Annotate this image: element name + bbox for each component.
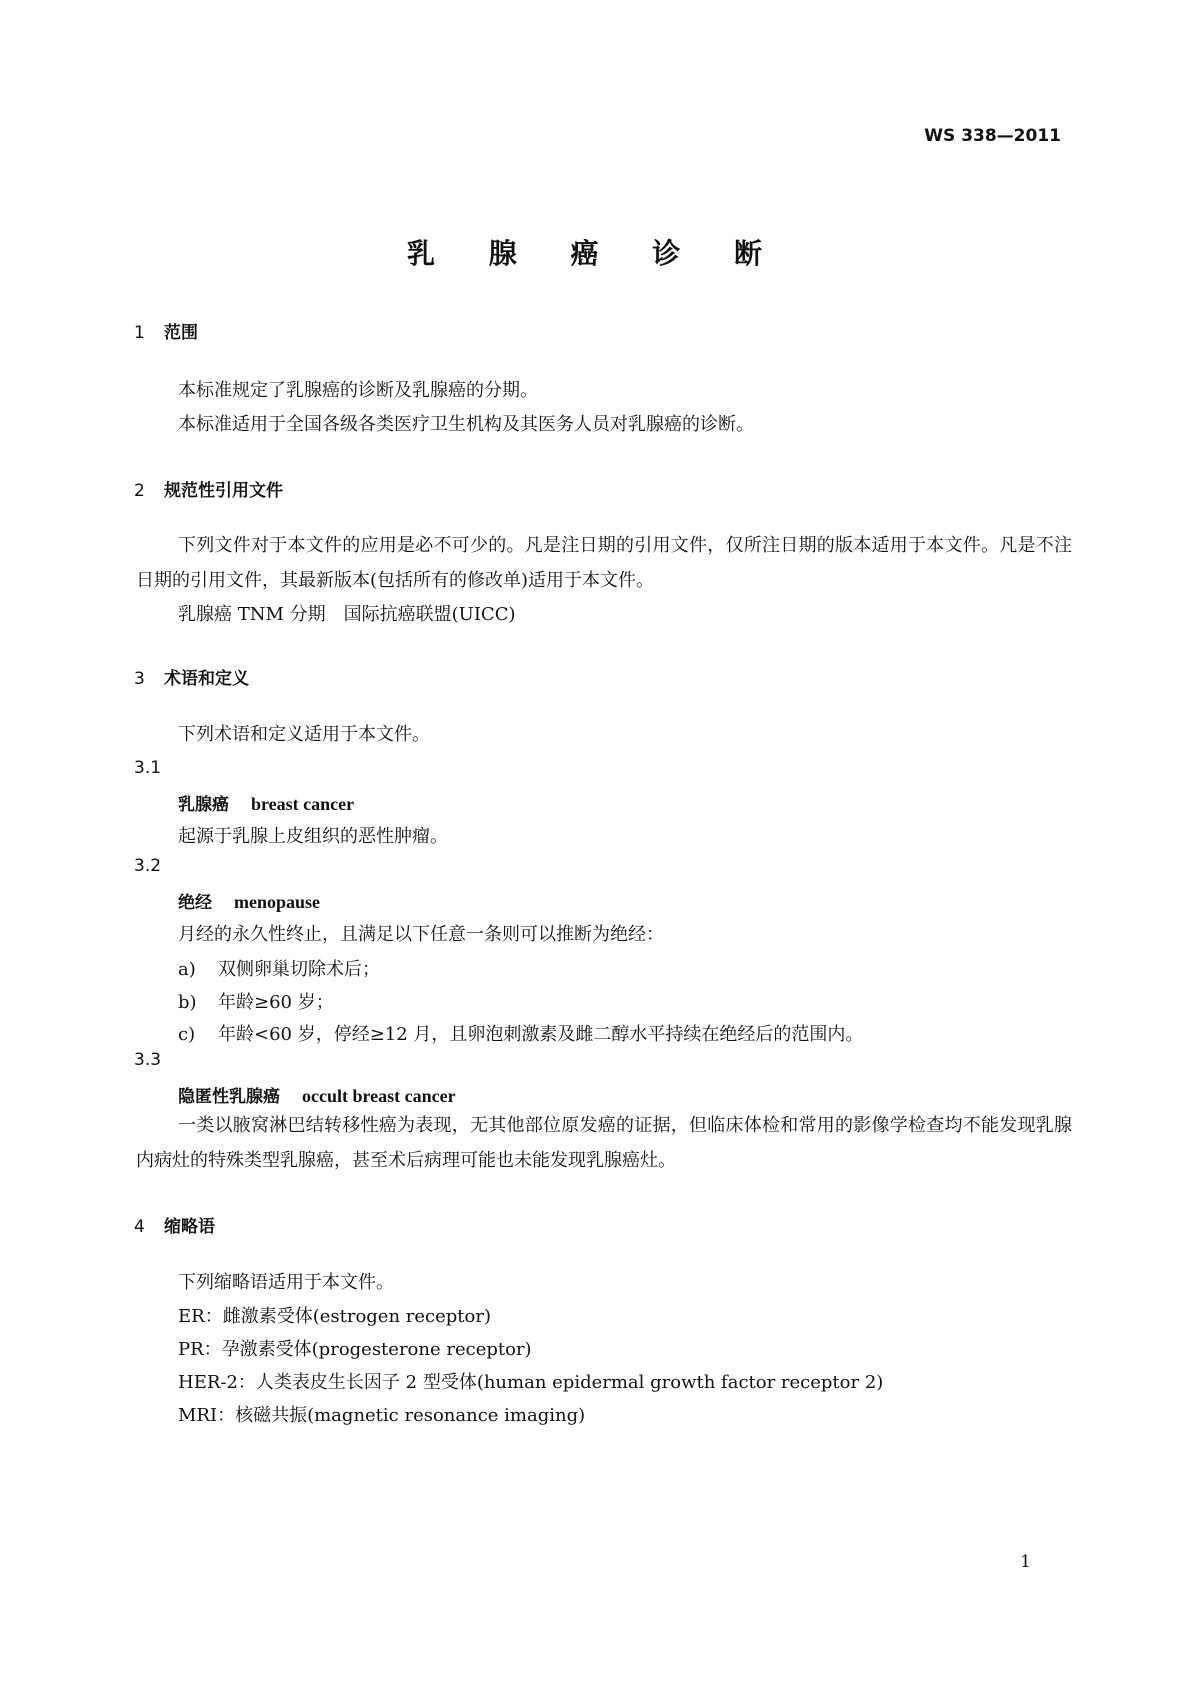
abbreviation-item: MRI：核磁共振(magnetic resonance imaging) [178, 1405, 586, 1426]
term-title [178, 790, 354, 815]
section-1-heading [134, 318, 198, 343]
term-chinese: 乳腺癌 [178, 795, 229, 815]
term-english: menopause [234, 892, 321, 912]
term-definition: 起源于乳腺上皮组织的恶性肿瘤。 [178, 826, 448, 847]
term-definition: 月经的永久性终止，且满足以下任意一条则可以推断为绝经： [178, 924, 664, 945]
page-number: 1 [1020, 1552, 1031, 1572]
subsection-number: 3.3 [134, 1050, 162, 1070]
section-3-heading [134, 664, 249, 689]
term-english: occult breast cancer [302, 1086, 456, 1106]
section-number: 3 [134, 669, 145, 689]
paragraph: 下列缩略语适用于本文件。 [178, 1272, 394, 1293]
section-4-heading [134, 1212, 215, 1237]
section-2-heading [134, 476, 283, 501]
section-title: 缩略语 [164, 1217, 215, 1237]
reference-document: 乳腺癌 TNM 分期 国际抗癌联盟(UICC) [178, 604, 516, 625]
abbreviation-item: HER-2：人类表皮生长因子 2 型受体(human epidermal growth factor receptor 2) [178, 1372, 884, 1393]
section-title: 范围 [164, 323, 198, 343]
list-label: c) [178, 1024, 196, 1045]
abbreviation-item: ER：雌激素受体(estrogen receptor) [178, 1306, 491, 1327]
term-title [178, 1082, 456, 1107]
paragraph: 下列文件对于本文件的应用是必不可少的。凡是注日期的引用文件，仅所注日期的版本适用于本文件。凡是不注日期的引用文件，其最新版本(包括所有的修改单)适用于本文件。 [136, 535, 1072, 591]
term-chinese: 隐匿性乳腺癌 [178, 1087, 280, 1107]
section-title: 规范性引用文件 [164, 481, 283, 501]
paragraph: 本标准适用于全国各级各类医疗卫生机构及其医务人员对乳腺癌的诊断。 [178, 414, 754, 435]
paragraph: 下列术语和定义适用于本文件。 [178, 724, 430, 745]
list-item [178, 955, 380, 981]
term-english: breast cancer [251, 794, 355, 814]
list-text: 双侧卵巢切除术后； [218, 959, 380, 980]
standard-number: WS 338—2011 [924, 126, 1061, 146]
list-label: b) [178, 992, 197, 1013]
list-item [178, 988, 334, 1014]
term-chinese: 绝经 [178, 893, 212, 913]
abbreviation-item: PR：孕激素受体(progesterone receptor) [178, 1339, 532, 1360]
list-item [178, 1020, 863, 1046]
list-text: 年龄≥60 岁； [218, 992, 334, 1013]
section-title: 术语和定义 [164, 669, 249, 689]
list-text: 年龄<60 岁，停经≥12 月，且卵泡刺激素及雌二醇水平持续在绝经后的范围内。 [218, 1024, 864, 1045]
list-label: a) [178, 959, 196, 980]
subsection-number: 3.2 [134, 856, 162, 876]
term-title [178, 888, 320, 913]
paragraph: 本标准规定了乳腺癌的诊断及乳腺癌的分期。 [178, 380, 538, 401]
section-number: 1 [134, 323, 145, 343]
term-definition: 一类以腋窝淋巴结转移性癌为表现，无其他部位原发癌的证据，但临床体检和常用的影像学检查均不能发现乳腺内病灶的特殊类型乳腺癌，甚至术后病理可能也未能发现乳腺癌灶。 [136, 1115, 1072, 1171]
section-number: 2 [134, 481, 145, 501]
subsection-number: 3.1 [134, 758, 162, 778]
section-number: 4 [134, 1217, 145, 1237]
page-title: 乳 腺 癌 诊 断 [407, 237, 784, 270]
